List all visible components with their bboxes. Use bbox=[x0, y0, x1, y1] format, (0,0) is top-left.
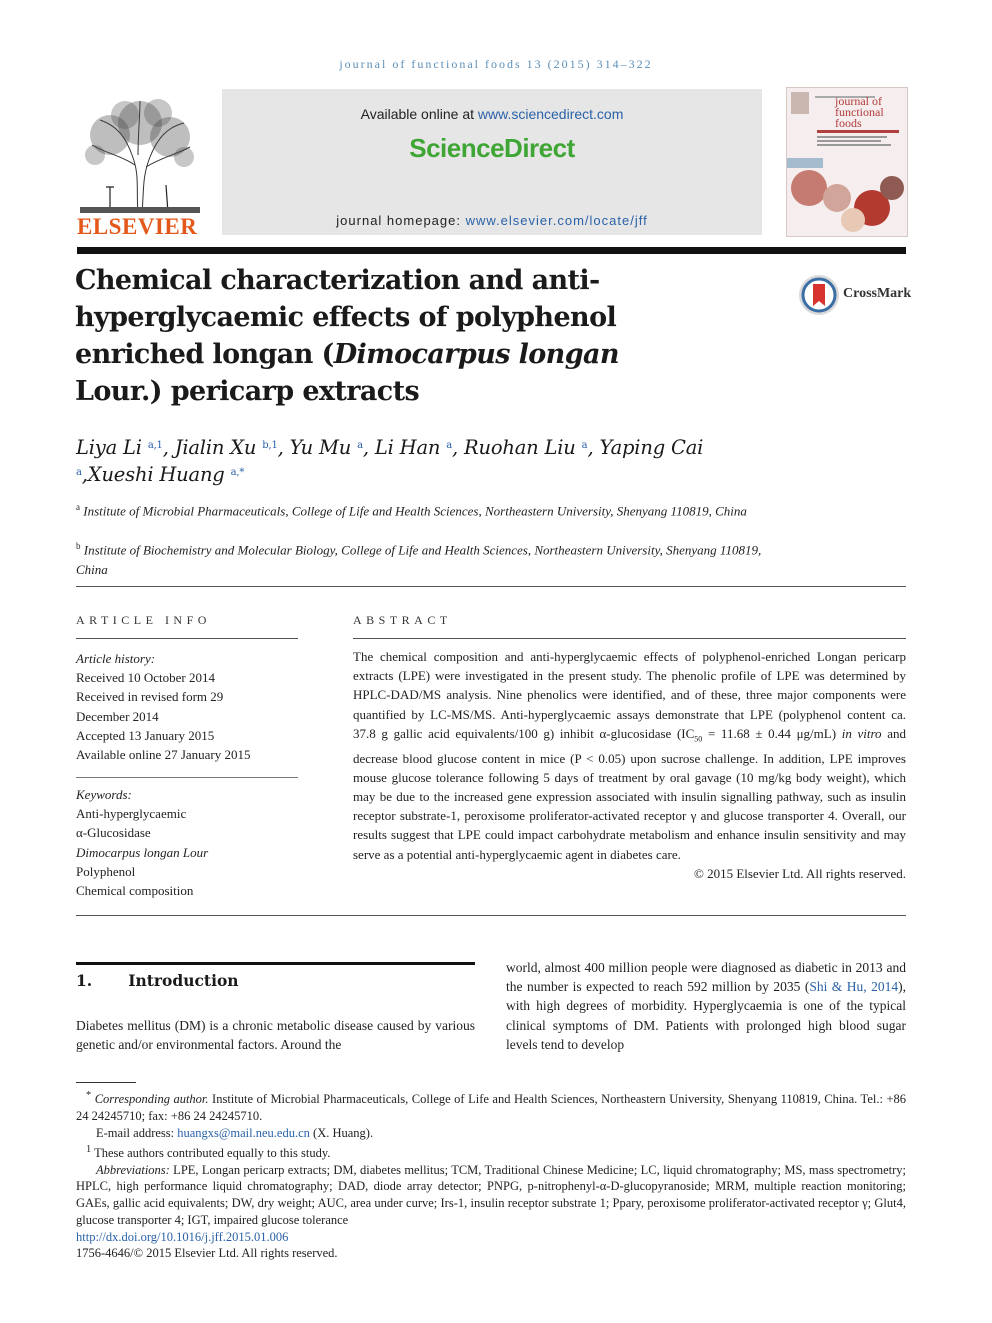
issn-copyright: 1756-4646/© 2015 Elsevier Ltd. All rights reserved. bbox=[76, 1246, 338, 1261]
author-name: Jialin Xu bbox=[174, 436, 257, 459]
author-affiliation-mark[interactable]: a bbox=[357, 440, 363, 451]
keyword-item: α-Glucosidase bbox=[76, 825, 151, 841]
history-item: Received in revised form 29 bbox=[76, 689, 224, 705]
author-list bbox=[76, 434, 776, 488]
keyword-item: Chemical composition bbox=[76, 883, 194, 899]
sciencedirect-logo: ScienceDirect bbox=[409, 133, 575, 163]
author-affiliation-mark[interactable]: a,* bbox=[230, 467, 245, 478]
corr-text: Institute of Microbial Pharmaceuticals, College of Life and Health Sciences, Northeastern University, Shenyang 110819, China. Tel.: +86 24 24245710; fax: +86 24 24245710. bbox=[76, 1092, 906, 1123]
ic50-subscript: 50 bbox=[694, 734, 703, 744]
keywords-divider bbox=[76, 777, 298, 778]
intro-right-column bbox=[506, 958, 906, 1054]
author-name: Ruohan Liu bbox=[464, 436, 576, 459]
keyword-item: Anti-hyperglycaemic bbox=[76, 806, 187, 822]
author-separator: , bbox=[81, 463, 88, 486]
keywords-label: Keywords: bbox=[76, 787, 132, 802]
author-separator: , bbox=[362, 436, 375, 459]
abstract-end-divider bbox=[76, 915, 906, 916]
cover-title-line1: journal of bbox=[835, 94, 882, 108]
journal-cover[interactable] bbox=[786, 87, 908, 237]
email-label: E-mail address: bbox=[96, 1125, 178, 1140]
article-info-divider bbox=[76, 638, 298, 639]
affiliation-a-text: Institute of Microbial Pharmaceuticals, College of Life and Health Sciences, Northeastern University, Shenyang 110819, China bbox=[83, 503, 747, 519]
abbr-text: LPE, Longan pericarp extracts; DM, diabetes mellitus; TCM, Traditional Chinese Medicine; LC, liquid chromatography; MS, mass spectrometry; HPLC, high performance liquid chromatography; DAD, diode array detector; PNPG, p-nitrophenyl-α-D-glucopyranoside; MRM, multiple reaction monitoring; GAEs, gallic acid equivalents; DW, dry weight; AUC, area under curve; Irs-1, insulin receptor substrate 1; Ppary, peroxisome proliferator-activated receptor γ; Glut4, glucose transporter 4; IGT, impaired glucose tolerance bbox=[76, 1162, 906, 1227]
abstract-divider bbox=[353, 638, 906, 639]
author-separator: , bbox=[162, 436, 175, 459]
footnotes bbox=[76, 1088, 906, 1262]
elsevier-tree-logo bbox=[80, 95, 200, 213]
cover-title bbox=[835, 96, 905, 129]
affiliation-b-text: Institute of Biochemistry and Molecular Biology, College of Life and Health Sciences, Northeastern University, Shenyang 110819, China bbox=[76, 542, 762, 577]
affiliation-b bbox=[76, 537, 766, 579]
author-affiliation-mark[interactable]: a,1 bbox=[147, 440, 163, 451]
abstract-in-vitro: in vitro bbox=[841, 725, 882, 741]
corr-mark: * bbox=[86, 1090, 92, 1101]
elsevier-logo-text: ELSEVIER bbox=[77, 214, 198, 239]
author-separator: , bbox=[587, 436, 600, 459]
intro-right-text-1: world, almost 400 million people were diagnosed as diabetic in 2013 and the number is expected to reach 592 million by 2035 ( bbox=[506, 960, 906, 995]
intro-rule bbox=[76, 962, 475, 965]
intro-heading bbox=[76, 971, 239, 990]
crossmark-label[interactable]: CrossMark bbox=[843, 286, 912, 301]
author-separator: , bbox=[452, 436, 464, 459]
affiliation-b-mark: b bbox=[76, 541, 81, 551]
email-footnote bbox=[76, 1125, 906, 1142]
available-online bbox=[222, 106, 762, 122]
intro-right-text-2: ), with high degrees of morbidity. Hyperglycaemia is one of the typical clinical symptoms of DM. Patients with prolonged high blood sugar levels tend to develop bbox=[506, 979, 906, 1052]
history-item: Available online 27 January 2015 bbox=[76, 747, 251, 763]
crossmark-icon[interactable] bbox=[798, 274, 840, 316]
author-name: Yaping Cai bbox=[599, 436, 704, 459]
abstract-text-2: = 11.68 ± 0.44 μg/mL) bbox=[702, 725, 842, 741]
author-separator: , bbox=[277, 436, 290, 459]
author-affiliation-mark[interactable]: a bbox=[581, 440, 588, 451]
footnote-rule bbox=[76, 1082, 136, 1083]
affiliation-a bbox=[76, 498, 766, 521]
history-item: Accepted 13 January 2015 bbox=[76, 727, 215, 743]
journal-citation: journal of functional foods 13 (2015) 314–322 bbox=[339, 57, 653, 71]
history-item: December 2014 bbox=[76, 708, 159, 724]
author-name: Liya Li bbox=[76, 436, 142, 459]
author-name: Li Han bbox=[374, 436, 441, 459]
author-name: Yu Mu bbox=[289, 436, 352, 459]
journal-homepage bbox=[222, 213, 762, 228]
affiliation-divider bbox=[76, 586, 906, 587]
cover-title-line2: functional foods bbox=[835, 105, 884, 130]
abbr-label: Abbreviations: bbox=[96, 1162, 170, 1177]
homepage-label: journal homepage: bbox=[336, 213, 466, 228]
abstract-copyright: © 2015 Elsevier Ltd. All rights reserved. bbox=[693, 865, 906, 881]
author-name: Xueshi Huang bbox=[87, 463, 225, 486]
intro-number: 1. bbox=[76, 971, 93, 990]
corresponding-footnote bbox=[76, 1088, 906, 1125]
abstract-text-1: The chemical composition and anti-hyperglycaemic effects of polyphenol-enriched Longan pericarp extracts (LPE) were investigated in the present study. The phenolic profile of LPE was determined by HPLC-DAD/MS analysis. Nine phenolics were identified, and of these, three major components were quantified by LC-MS/MS. Anti-hyperglycaemic assays demonstrate that LPE (polyphenol content ca. 37.8 g gallic acid equivalents/100 g) inhibit α-glucosidase (IC bbox=[353, 649, 906, 741]
intro-title: Introduction bbox=[128, 971, 239, 990]
history-item: Received 10 October 2014 bbox=[76, 670, 215, 686]
keyword-item: Dimocarpus longan Lour bbox=[76, 844, 209, 860]
article-title bbox=[75, 262, 685, 410]
title-text-1: Chemical characterization and anti-hyperglycaemic effects of polyphenol enriched longan ( bbox=[75, 265, 617, 370]
equal-contribution-footnote bbox=[76, 1142, 906, 1162]
keywords bbox=[76, 785, 301, 900]
equal-text: These authors contributed equally to this study. bbox=[94, 1145, 331, 1160]
email-suffix: (X. Huang). bbox=[309, 1125, 374, 1140]
citation-link[interactable]: Shi & Hu, 2014 bbox=[809, 979, 899, 995]
abstract-text-3: and decrease blood glucose content in mice (P < 0.05) upon sucrose challenge. In addition, LPE improves mouse glucose tolerance following 5 days of treatment by oral gavage (10 mg/kg body weight), which may be due to the increased gene expression associated with insulin signalling pathway, such as insulin receptor substrate-1, peroxisome proliferator-activated receptor γ and glucose transporter 4. Overall, our results suggest that LPE could impact carbohydrate metabolism and enhance insulin sensitivity and may serve as a potential anti-hyperglycaemic agent in diabetes care. bbox=[353, 725, 906, 862]
abstract-body bbox=[353, 647, 906, 883]
title-species: Dimocarpus longan bbox=[333, 339, 619, 370]
available-online-label: Available online at bbox=[360, 106, 478, 122]
abbreviations-footnote bbox=[76, 1162, 906, 1229]
article-history bbox=[76, 649, 301, 764]
keyword-item: Polyphenol bbox=[76, 863, 136, 879]
abstract-paragraph bbox=[353, 647, 906, 864]
email-link[interactable]: huangxs@mail.neu.edu.cn bbox=[177, 1125, 310, 1140]
abstract-heading: ABSTRACT bbox=[353, 613, 452, 627]
author-affiliation-mark[interactable]: a bbox=[76, 467, 82, 478]
affiliation-a-mark: a bbox=[76, 502, 80, 512]
article-info-heading: ARTICLE INFO bbox=[76, 613, 211, 627]
header-rule bbox=[77, 247, 906, 254]
corr-label: Corresponding author. bbox=[94, 1092, 209, 1107]
author-affiliation-mark[interactable]: a bbox=[446, 440, 452, 451]
equal-mark: 1 bbox=[86, 1143, 92, 1155]
doi-link[interactable]: http://dx.doi.org/10.1016/j.jff.2015.01.006 bbox=[76, 1229, 289, 1244]
author-affiliation-mark[interactable]: b,1 bbox=[262, 440, 278, 451]
sciencedirect-link[interactable]: www.sciencedirect.com bbox=[477, 106, 624, 122]
title-text-2: Lour.) pericarp extracts bbox=[75, 376, 420, 407]
history-label: Article history: bbox=[76, 651, 156, 666]
intro-left-column: Diabetes mellitus (DM) is a chronic metabolic disease caused by various genetic and/or environmental factors. Around the bbox=[76, 1018, 475, 1053]
homepage-link[interactable]: www.elsevier.com/locate/jff bbox=[465, 213, 648, 228]
